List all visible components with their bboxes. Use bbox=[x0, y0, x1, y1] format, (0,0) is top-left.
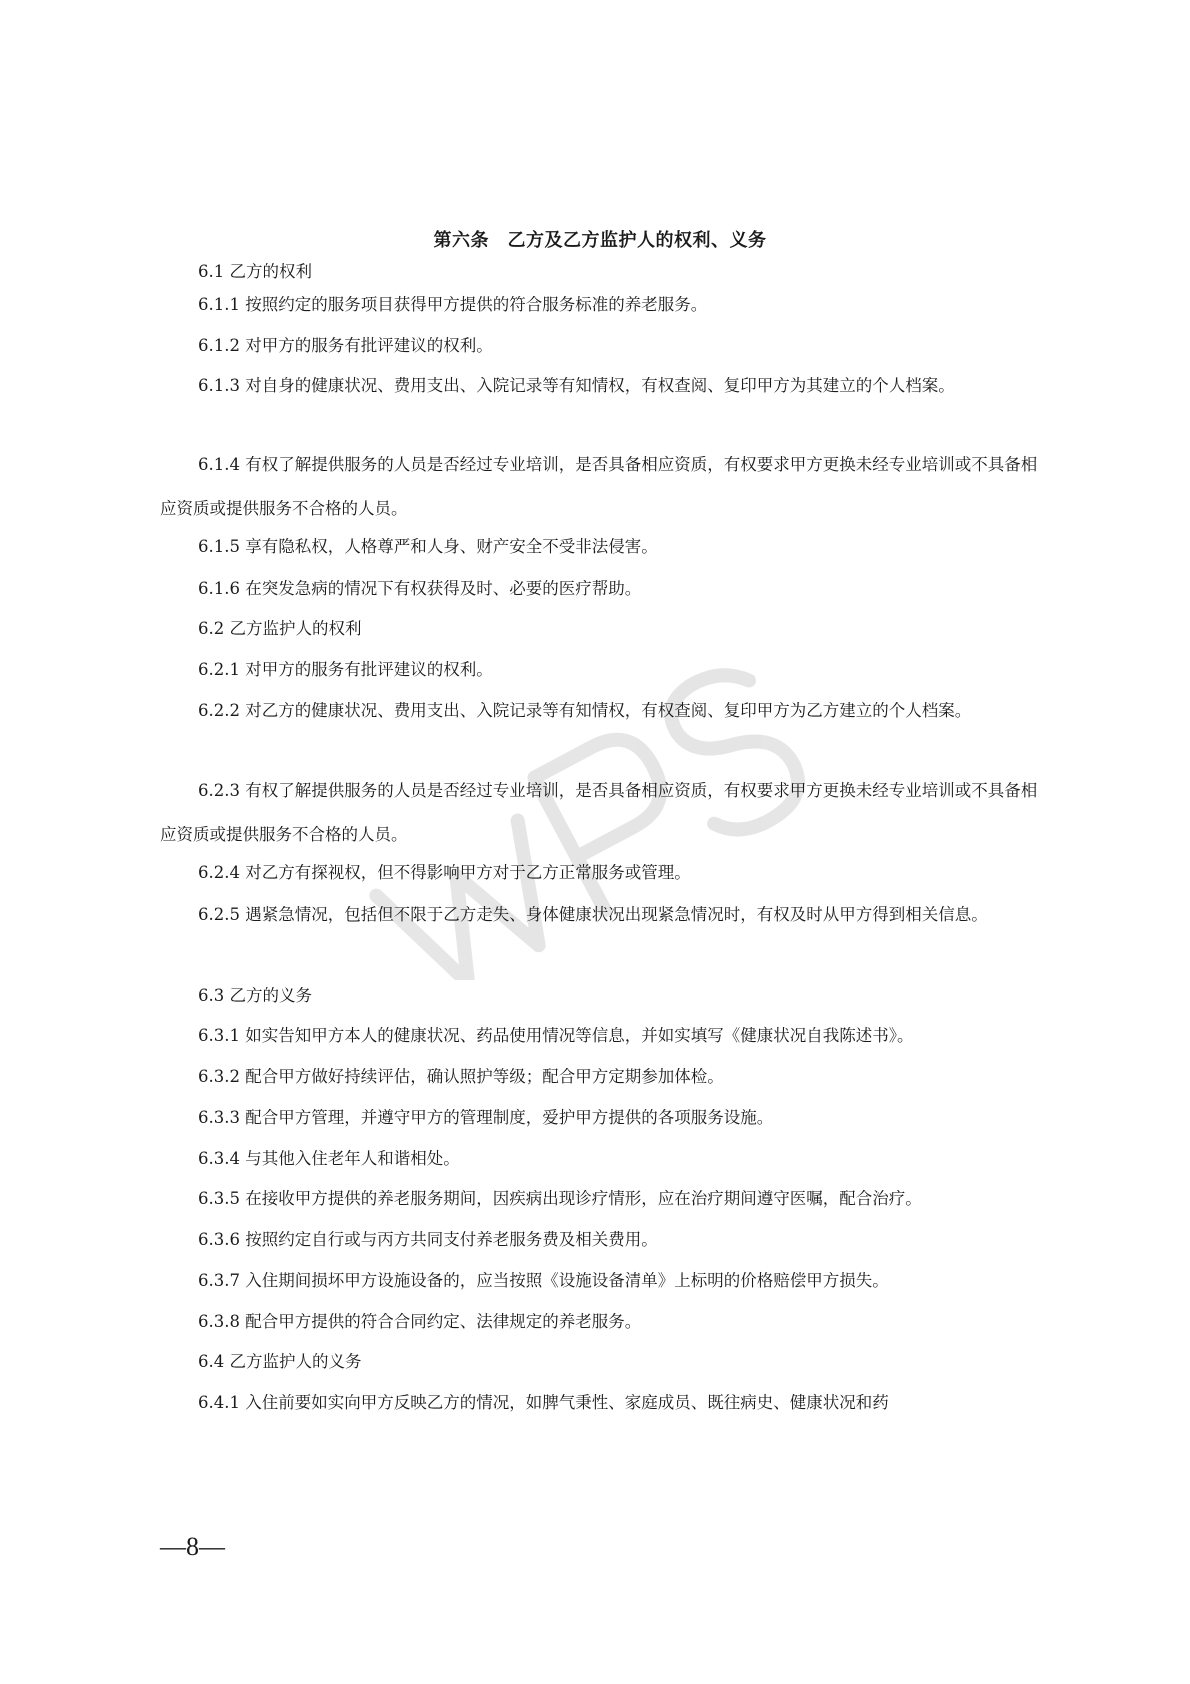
paragraph: 6.3 乙方的义务 bbox=[198, 986, 312, 1005]
paragraph: 6.1.3 对自身的健康状况、费用支出、入院记录等有知情权，有权查阅、复印甲方为其建立的个人档案。 bbox=[198, 376, 955, 395]
paragraph: 6.2.4 对乙方有探视权，但不得影响甲方对于乙方正常服务或管理。 bbox=[198, 863, 691, 882]
paragraph: 6.1.5 享有隐私权，人格尊严和人身、财产安全不受非法侵害。 bbox=[198, 537, 658, 556]
paragraph: 6.1.2 对甲方的服务有批评建议的权利。 bbox=[198, 336, 493, 355]
paragraph: 6.3.8 配合甲方提供的符合合同约定、法律规定的养老服务。 bbox=[198, 1312, 642, 1331]
paragraph: 6.2.3 有权了解提供服务的人员是否经过专业培训，是否具备相应资质，有权要求甲方更换未经专业培训或不具备相应资质或提供服务不合格的人员。 bbox=[160, 781, 1038, 844]
paragraph: 6.3.6 按照约定自行或与丙方共同支付养老服务费及相关费用。 bbox=[198, 1230, 658, 1249]
section-heading: 第六条 乙方及乙方监护人的权利、义务 bbox=[433, 230, 767, 251]
page-number: —8— bbox=[160, 1532, 225, 1561]
paragraph: 6.3.7 入住期间损坏甲方设施设备的，应当按照《设施设备清单》上标明的价格赔偿甲方损失。 bbox=[198, 1271, 889, 1290]
paragraph: 6.1.4 有权了解提供服务的人员是否经过专业培训，是否具备相应资质，有权要求甲方更换未经专业培训或不具备相应资质或提供服务不合格的人员。 bbox=[160, 455, 1038, 518]
paragraph: 6.3.5 在接收甲方提供的养老服务期间，因疾病出现诊疗情形，应在治疗期间遵守医嘱，配合治疗。 bbox=[198, 1189, 922, 1208]
paragraph: 6.2.1 对甲方的服务有批评建议的权利。 bbox=[198, 660, 493, 679]
paragraph: 6.1 乙方的权利 bbox=[198, 262, 312, 281]
paragraph: 6.3.2 配合甲方做好持续评估，确认照护等级；配合甲方定期参加体检。 bbox=[198, 1067, 724, 1086]
paragraph: 6.2.2 对乙方的健康状况、费用支出、入院记录等有知情权，有权查阅、复印甲方为乙方建立的个人档案。 bbox=[198, 701, 972, 720]
paragraph: 6.2 乙方监护人的权利 bbox=[198, 619, 362, 638]
paragraph: 6.3.1 如实告知甲方本人的健康状况、药品使用情况等信息，并如实填写《健康状况自我陈述书》。 bbox=[198, 1026, 914, 1045]
paragraph: 6.1.1 按照约定的服务项目获得甲方提供的符合服务标准的养老服务。 bbox=[198, 295, 708, 314]
paragraph: 6.2.5 遇紧急情况，包括但不限于乙方走失、身体健康状况出现紧急情况时，有权及时从甲方得到相关信息。 bbox=[198, 905, 988, 924]
paragraph: 6.4 乙方监护人的义务 bbox=[198, 1352, 362, 1371]
paragraph: 6.4.1 入住前要如实向甲方反映乙方的情况，如脾气秉性、家庭成员、既往病史、健康状况和药 bbox=[198, 1393, 889, 1412]
paragraph: 6.1.6 在突发急病的情况下有权获得及时、必要的医疗帮助。 bbox=[198, 579, 642, 598]
paragraph: 6.3.3 配合甲方管理，并遵守甲方的管理制度，爱护甲方提供的各项服务设施。 bbox=[198, 1108, 774, 1127]
paragraph: 6.3.4 与其他入住老年人和谐相处。 bbox=[198, 1149, 460, 1168]
